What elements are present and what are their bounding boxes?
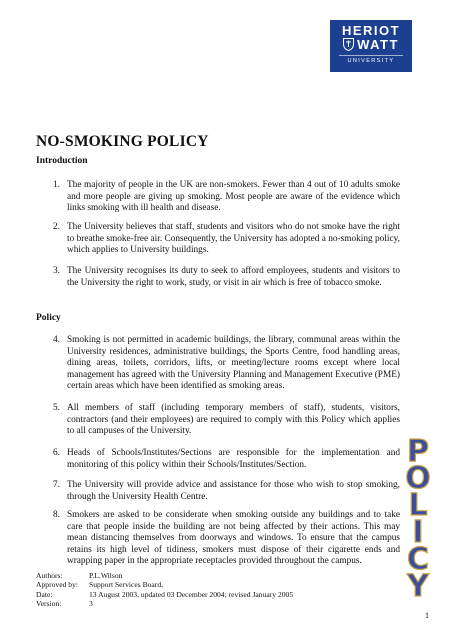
meta-value: 3 xyxy=(89,598,93,608)
logo-line-3: UNIVERSITY xyxy=(339,55,403,64)
list-item xyxy=(53,480,400,503)
item-number: 7. xyxy=(53,480,60,490)
item-text: Heads of Schools/Institutes/Sections are responsible for the implementation and monitoring of this policy within their Schools/Institutes/Section. xyxy=(67,448,400,470)
meta-row-version xyxy=(36,599,293,608)
item-text: All members of staff (including temporary members of staff), students, visitors, contractors (and their employees) are required to comply with this Policy which applies to all campuses of the University. xyxy=(67,403,400,437)
document-metadata xyxy=(36,571,293,608)
meta-label: Approved by: xyxy=(36,580,78,590)
meta-value: P.L.Wilson xyxy=(89,571,123,580)
item-text: Smokers are asked to be considerate when smoking outside any buildings and to take care that people inside the building are not being affected by their actions. This may mean distancing themselves from doorways and windows. To ensure that the campus retains its high level of tidiness, smokers must dispose of their cigarette ends and wrapping paper in the appropriate receptacles provided throughout the campus. xyxy=(67,510,400,567)
item-text: The majority of people in the UK are non-smokers. Fewer than 4 out of 10 adults smoke and more people are giving up smoking. Most people are aware of the evidence which links smoking with ill health and disease. xyxy=(67,180,400,214)
logo-line-2: WATT xyxy=(357,37,399,52)
logo-line-1: HERIOT xyxy=(341,23,401,38)
policy-letter-i: I xyxy=(412,515,424,550)
item-text: The University recognises its duty to seek to afford employees, students and visitors to the University the right to work, study, or visit in air which is free of tobacco smoke. xyxy=(67,266,400,288)
meta-value: Support Services Board, xyxy=(89,580,164,590)
list-item xyxy=(53,335,400,393)
list-item xyxy=(53,266,400,289)
meta-label: Authors: xyxy=(36,571,63,580)
item-number: 5. xyxy=(53,403,60,413)
list-item xyxy=(53,403,400,438)
item-text: The University will provide advice and assistance for those who wish to stop smoking, through the University Health Centre. xyxy=(67,480,400,502)
policy-letter-l: L xyxy=(408,488,428,523)
item-text: Smoking is not permitted in academic buildings, the library, communal areas within the University residences, administrative buildings, the Sports Centre, food handling areas, dining areas, toilets, corridors, lifts, or meeting/lecture rooms except where local management has agreed with the University Planning and Management Executive (PME) certain areas which have been identified as smoking areas. xyxy=(67,335,400,392)
policy-decorative-art xyxy=(398,434,438,604)
list-item xyxy=(53,180,400,215)
meta-row-date xyxy=(36,590,293,599)
list-item xyxy=(53,448,400,471)
meta-value: 13 August 2003, updated 03 December 2004; revised January 2005 xyxy=(89,589,294,599)
item-number: 8. xyxy=(53,510,60,520)
policy-letter-o: O xyxy=(405,461,431,496)
policy-letter-y: Y xyxy=(407,569,429,604)
meta-label: Version: xyxy=(36,598,62,608)
meta-label: Date: xyxy=(36,589,53,599)
item-number: 4. xyxy=(53,335,60,345)
item-number: 3. xyxy=(53,266,60,276)
list-item xyxy=(53,510,400,568)
page-number: 1 xyxy=(425,611,429,620)
section-heading-policy: Policy xyxy=(36,313,61,323)
meta-row-approved-by xyxy=(36,580,293,589)
section-heading-introduction: Introduction xyxy=(36,156,88,166)
item-text: The University believes that staff, students and visitors who do not smoke have the right to breathe smoke-free air. Consequently, the University has adopted a no-smoking policy, which applies to University buildings. xyxy=(67,222,400,256)
item-number: 1. xyxy=(53,180,60,190)
meta-row-authors xyxy=(36,571,293,580)
item-number: 2. xyxy=(53,222,60,232)
list-item xyxy=(53,222,400,257)
policy-letter-c: C xyxy=(406,542,430,577)
crest-icon xyxy=(343,38,354,51)
policy-letter-p: P xyxy=(407,434,429,469)
heriot-watt-logo xyxy=(330,20,412,72)
page-title: NO-SMOKING POLICY xyxy=(36,133,209,150)
item-number: 6. xyxy=(53,448,60,458)
